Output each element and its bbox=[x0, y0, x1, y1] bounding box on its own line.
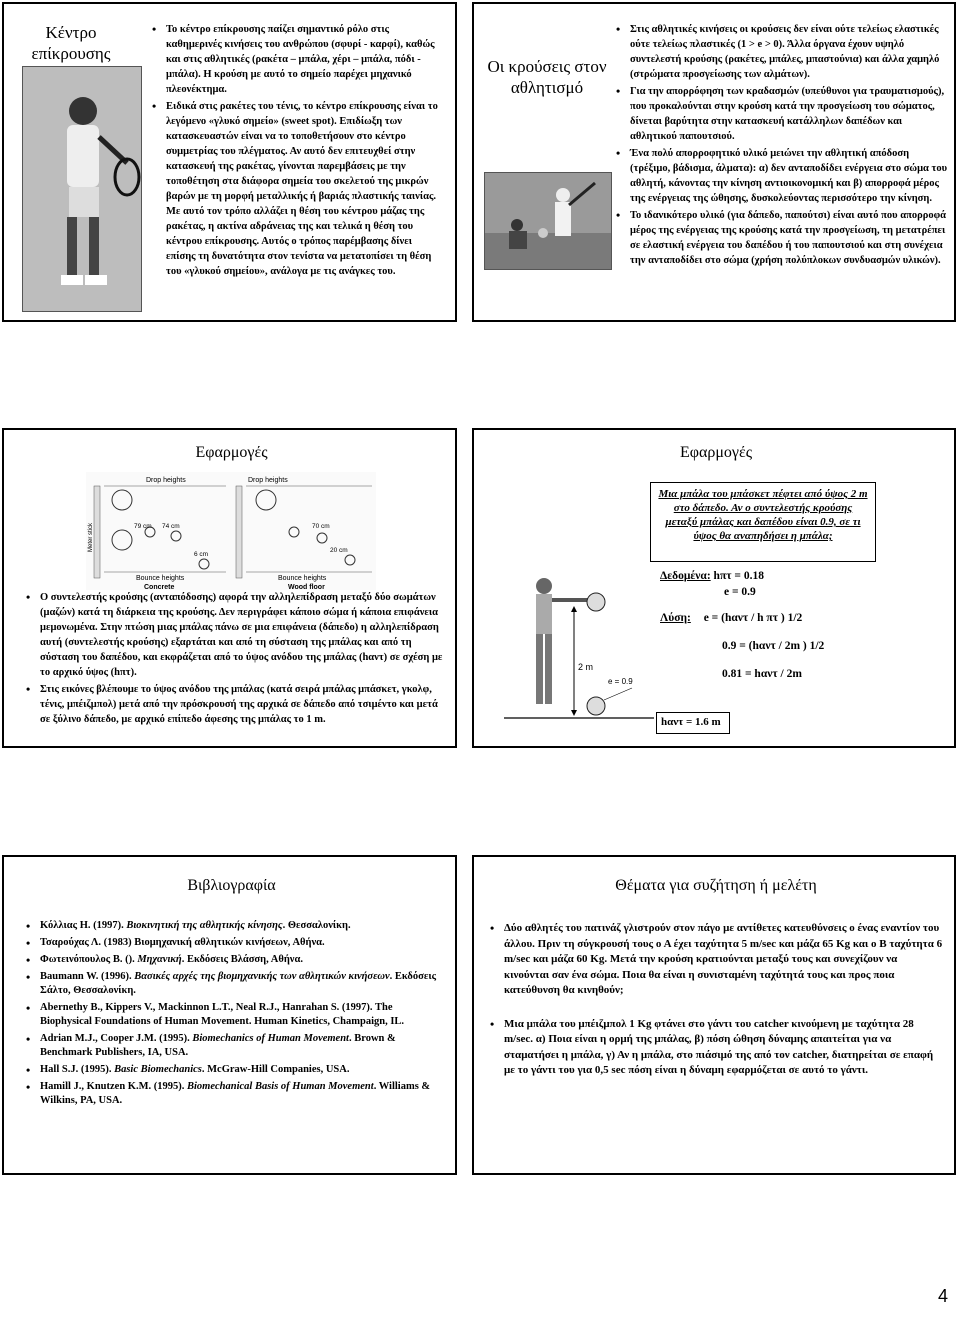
bullet-item: • Ένα πολύ απορροφητικό υλικό μειώνει την αθλητική απόδοση (τρέξιμο, βάδισμα, άλματα): α) δεν ανταποδίδει ενέργεια στο σώμα του αθλητή, κάνοντας την κίνηση αντιοικονομική και β) απορροφά μέρος της ενέργειας της ώθησης, δυσκολεύοντας περισσότερο την κίνηση. bbox=[614, 146, 950, 206]
slide-title: Εφαρμογές bbox=[195, 444, 268, 461]
slide-title: Κέντρο επίκρουσης bbox=[31, 23, 111, 63]
bounce-heights-diagram bbox=[86, 472, 376, 590]
reference-item: • Adrian M.J., Cooper J.M. (1995). Biomechanics of Human Movement. Brown & Benchmark Publishers, IA, USA. bbox=[24, 1032, 444, 1060]
reference-item: • Baumann W. (1996). Βασικές αρχές της βιομηχανικής των αθλητικών κινήσεων. Εκδόσεις Σάλτο, Θεσσαλονίκη. bbox=[24, 970, 444, 998]
bounce-heights-label-right: Bounce heights bbox=[278, 575, 327, 582]
problem-box bbox=[650, 482, 876, 562]
tennis-player-figure-icon bbox=[23, 67, 141, 311]
e-label: e = 0.9 bbox=[608, 677, 633, 686]
drop-heights-label-right: Drop heights bbox=[248, 477, 288, 484]
bullet-item: • Το κέντρο επίκρουσης παίζει σημαντικό ρόλο στις καθημερινές κινήσεις του ανθρώπου (σφυρί - καρφί), καθώς και στις αθλητικές (ρακέτα – μπάλα, χέρι – μπάλα, πόδι - μπάλα). Η κρούση με αυτό το σημείο παρέχει μηχανικό πλεονέκτημα. bbox=[150, 22, 444, 97]
value-6cm: 6 cm bbox=[194, 551, 209, 558]
value-70cm: 70 cm bbox=[312, 523, 330, 530]
bullet-item: • Το ιδανικότερο υλικό (για δάπεδο, παπούτσι) είναι αυτό που απορροφά μέρος της ενέργειας της κρούσης κατά την προσγείωση, τη μετατρέπει σε ελαστική ενέργεια του δαπέδου ή του παπουτσιού και στη συνέχεια την ανταποδίδει στο σώμα (χρήση πολύπλοκων συνδυασμών υλικών). bbox=[614, 208, 950, 268]
given-label: Δεδομένα: bbox=[660, 570, 711, 582]
slide-title: Βιβλιογραφία bbox=[187, 877, 276, 894]
bullet-item: • Δύο αθλητές του πατινάζ γλιστρούν στον πάγο με αντίθετες κατευθύνσεις ο ένας εναντίον του άλλου. Πριν τη σύγκρουσή τους ο Α έχει ταχύτητα 5 m/sec και μάζα 65 Kg και ο Β ταχύτητα 6 m/sec και μάζα 60 Kg. Μετά την κρούση κρατιούνται μεταξύ τους και συνεχίζουν να κινούνται σαν ένα σώμα. Ποια θα είναι η συνισταμένη ταχύτητά τους και προς ποια κατεύθυνση θα κινηθούν; bbox=[488, 921, 944, 999]
answer-box bbox=[656, 712, 730, 734]
reference-item: • Abernethy B., Kippers V., Mackinnon L.T., Neal R.J., Hanrahan S. (1997). The Biophysical Foundations of Human Movement. Human Kinetics, Champaign, IL. bbox=[24, 1001, 444, 1029]
value-79cm: 79 cm bbox=[134, 523, 152, 530]
solution-line-1: e = (hαντ / h πτ ) 1/2 bbox=[703, 612, 803, 624]
slide-impacts-in-sports bbox=[472, 2, 956, 322]
drop-heights-label-left: Drop heights bbox=[146, 477, 186, 484]
reference-list bbox=[24, 919, 444, 1111]
slide-applications-2 bbox=[472, 428, 956, 748]
solution-line-3: 0.81 = hαντ / 2m bbox=[722, 668, 802, 680]
slide1-text bbox=[150, 22, 444, 281]
height-label: 2 m bbox=[578, 662, 594, 672]
bullet-item: • Ειδικά στις ρακέτες του τένις, το κέντρο επίκρουσης είναι το λεγόμενο «γλυκό σημείο» (sweet spot). Επιδίωξη των κατασκευαστών είναι να το τοποθετήσουν στο κέντρο συμμετρίας του πλέγματος. Αν αυτό δεν επιτευχθεί στην κατασκευή της ρακέτας, γίνονται παρεμβάσεις με την τοποθέτηση στα διάφορα σημεία του σκελετού της μικρών βαρών με τη μορφή μεταλλικής ή βαριάς πλαστικής ταινίας. Με αυτό τον τρόπο αλλάζει η θέση του κέντρου μάζας της ρακέτας, η ακτίνα αδράνειας της και τελικά η θέση του κέντρου επίκρουσης. Αυτός ο τρόπος παρέμβασης δίνει επίσης τη δυνατότητα στον τενίστα να μετατοπίσει τη θέση του «γλυκού σημείου», ανάλογα με τις ανάγκες του. bbox=[150, 99, 444, 279]
reference-item: • Hall S.J. (1995). Basic Biomechanics. McGraw-Hill Companies, USA. bbox=[24, 1063, 444, 1077]
page-number: 4 bbox=[937, 1286, 948, 1306]
wood-floor-label: Wood floor bbox=[288, 584, 325, 590]
reference-item: • Hamill J., Knutzen K.M. (1995). Biomechanical Basis of Human Movement. Williams & Wilkins, PA, USA. bbox=[24, 1080, 444, 1108]
solution-line-2: 0.9 = (hαντ / 2m ) 1/2 bbox=[722, 640, 825, 652]
slide2-text bbox=[614, 22, 950, 270]
reference-item: • Τσαρούχας Λ. (1983) Βιομηχανική αθλητικών κινήσεων, Αθήνα. bbox=[24, 936, 444, 950]
given-value-1: hπτ = 0.18 bbox=[713, 570, 764, 582]
solution-label: Λύση: bbox=[660, 612, 691, 624]
slide3-text bbox=[24, 590, 444, 729]
basketball-drop-diagram bbox=[504, 570, 654, 740]
slide-title: Οι κρούσεις στον αθλητισμό bbox=[487, 57, 607, 97]
concrete-label: Concrete bbox=[144, 584, 175, 590]
bounce-heights-label-left: Bounce heights bbox=[136, 575, 185, 582]
slide-applications-1 bbox=[2, 428, 457, 748]
baseball-scene-icon bbox=[485, 173, 611, 269]
answer-text: hαντ = 1.6 m bbox=[661, 716, 721, 728]
bullet-item: • Στις εικόνες βλέπουμε το ύψος ανόδου της μπάλας (κατά σειρά μπάλας μπάσκετ, γκολφ, τένις, μπέιζμπολ) μετά από την πρόσκρουσή της αρχικά σε δάπεδο από τσιμέντο και μετά σε ξύλινο δάπεδο, με αρχικό επίπεδο άφεσης της μπάλας το 1 m. bbox=[24, 682, 444, 727]
reference-item: • Κόλλιας Η. (1997). Βιοκινητική της αθλητικής κίνησης. Θεσσαλονίκη. bbox=[24, 919, 444, 933]
slide-title: Θέματα για συζήτηση ή μελέτη bbox=[615, 877, 817, 894]
value-74cm: 74 cm bbox=[162, 523, 180, 530]
tennis-player-photo bbox=[22, 66, 142, 312]
value-20cm: 20 cm bbox=[330, 547, 348, 554]
reference-item: • Φωτεινόπουλος Β. (). Μηχανική. Εκδόσεις Βλάσση, Αθήνα. bbox=[24, 953, 444, 967]
slide-discussion-topics bbox=[472, 855, 956, 1175]
baseball-photo bbox=[484, 172, 612, 270]
bullet-item: • Μια μπάλα του μπέιζμπολ 1 Kg φτάνει στο γάντι του catcher κινούμενη με ταχύτητα 28 m/sec. α) Ποια είναι η ορμή της μπάλας, β) πόση ώθηση δύναμης απαιτείται για να σταματήσει η μπάλα, γ) Αν η μπάλα, στο πιάσιμό της από τον catcher, διατηρείται σε επαφή με το γάντι του για 0,5 sec πόση είναι η δύναμη εφαρμόζεται σε αυτό το γάντι. bbox=[488, 1017, 944, 1079]
slide-title: Εφαρμογές bbox=[679, 444, 753, 461]
bullet-item: • Ο συντελεστής κρούσης (ανταπόδοσης) αφορά την αλληλεπίδραση μεταξύ δύο σωμάτων (μαζών) κατά τη διάρκεια της κρούσης. Δεν περιγράφει κάποιο σώμα ή κάποια επιφάνεια μεμονωμένα. Στην πτώση μιας μπάλας πάνω σε μια επιφάνεια (δάπεδο) η αλληλεπίδραση αυτή (συντελεστής κρούσης) εξαρτάται και από τη σύσταση της μπάλας και από τη σύσταση του δαπέδου, και εκφράζεται από το ύψος ανόδου της μπάλας (hαντ) σε σχέση με το αρχικό ύψος (hπτ). bbox=[24, 590, 444, 680]
given-block bbox=[660, 568, 940, 600]
problem-text: Μια μπάλα του μπάσκετ πέφτει από ύψος 2 m στο δάπεδο. Αν ο συντελεστής κρούσης μεταξύ μπάλας και δαπέδου είναι 0.9, σε τι ύψος θα αναπηδήσει η μπάλα; bbox=[658, 488, 868, 542]
given-value-2: e = 0.9 bbox=[724, 586, 756, 598]
solution-block bbox=[660, 610, 950, 682]
bullet-item: • Στις αθλητικές κινήσεις οι κρούσεις δεν είναι ούτε τελείως ελαστικές ούτε τελείως πλαστικές (1 > e > 0). Άλλα όργανα έχουν υψηλό συντελεστή κρούσης (ρακέτες, μπάλες, μπαστούνια) και άλλα χαμηλό (στρώματα προσγείωσης των αλμάτων). bbox=[614, 22, 950, 82]
slide-bibliography bbox=[2, 855, 457, 1175]
bullet-item: • Για την απορρόφηση των κραδασμών (υπεύθυνοι για τραυματισμούς), που προκαλούνται στην κρούση κατά την προσγείωση του σώματος, δίνεται βαρύτητα στην κατασκευή κατάλληλων δαπέδων και αθλητικού παπουτσιού. bbox=[614, 84, 950, 144]
slide-center-of-percussion bbox=[2, 2, 457, 322]
meter-stick-label: Meter stick bbox=[88, 522, 94, 552]
slide6-text bbox=[488, 921, 944, 1081]
